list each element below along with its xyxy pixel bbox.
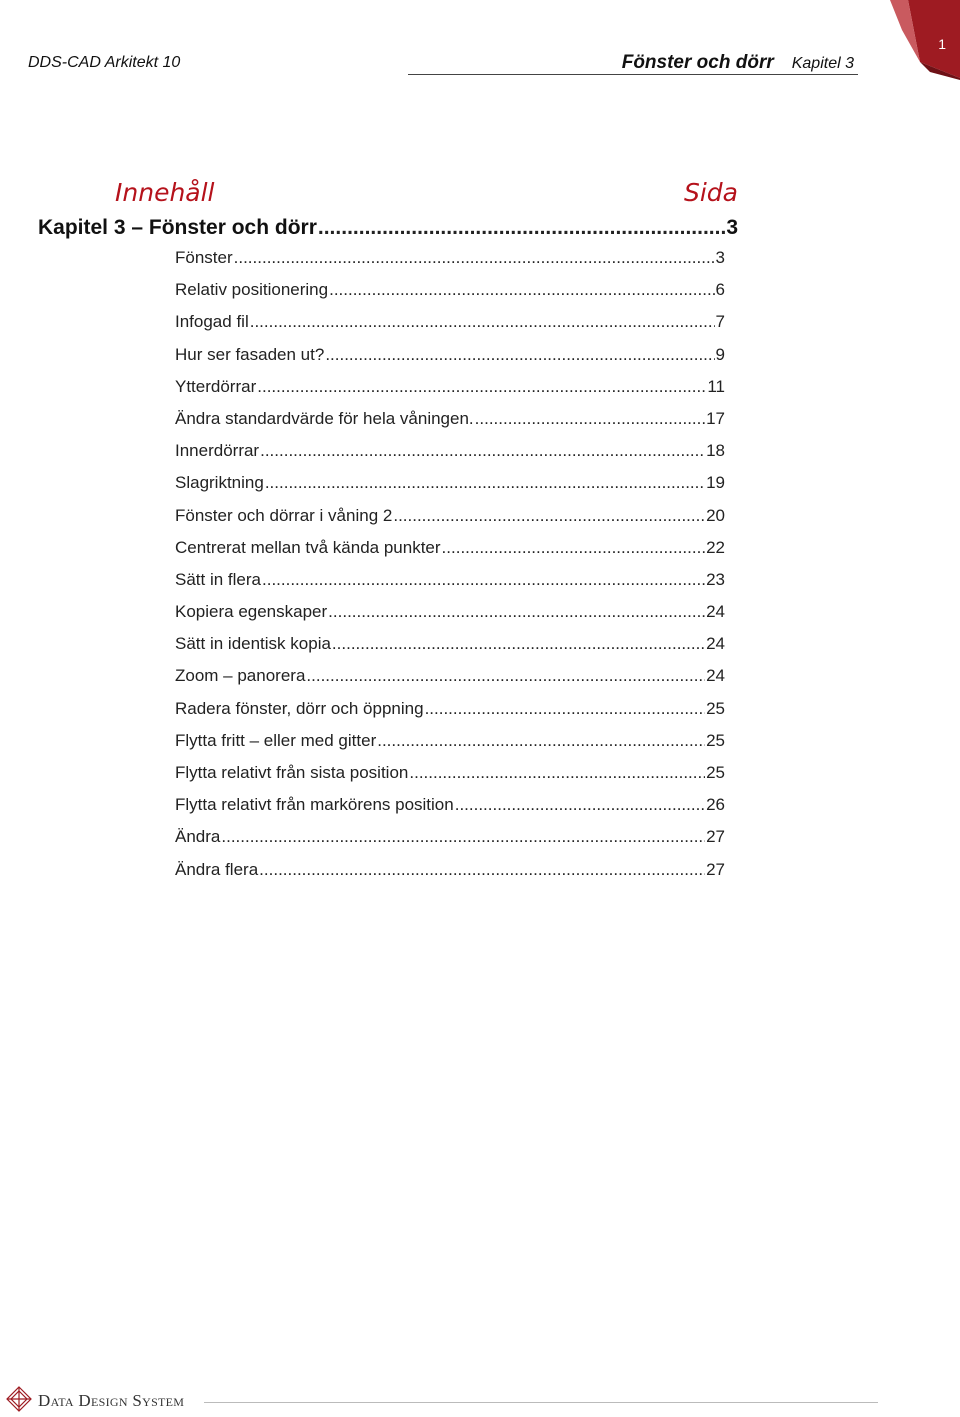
header-rule	[408, 74, 858, 75]
toc-entry-page: 19	[706, 473, 725, 493]
toc-leader-dots	[257, 377, 706, 397]
company-logo-icon	[6, 1386, 32, 1412]
toc-entry-page: 24	[706, 666, 725, 686]
toc-entry-title: Flytta relativt från markörens position	[175, 795, 454, 815]
page-footer	[0, 1380, 960, 1417]
toc-leader-dots	[329, 280, 714, 300]
toc-entry[interactable]	[175, 795, 725, 827]
toc-entry[interactable]	[175, 312, 725, 344]
toc-entry[interactable]	[175, 248, 725, 280]
toc-entry[interactable]	[175, 409, 725, 441]
toc-entry-page: 18	[706, 441, 725, 461]
toc-entry-title: Zoom – panorera	[175, 666, 306, 686]
toc-entry-page: 9	[715, 344, 725, 364]
toc-entry[interactable]	[175, 506, 725, 538]
footer-rule	[204, 1402, 878, 1403]
toc-entry-title: Fönster och dörrar i våning 2	[175, 505, 393, 525]
toc-entry-page: 22	[706, 537, 725, 557]
toc-entry-page: 6	[715, 280, 725, 300]
toc-entry-list	[175, 248, 725, 892]
toc-heading: Innehåll	[115, 178, 215, 207]
toc-chapter-entry[interactable]	[38, 216, 738, 248]
toc-entry-page: 24	[706, 602, 725, 622]
header-chapter	[622, 52, 854, 74]
toc-leader-dots	[425, 699, 706, 719]
toc-leader-dots	[442, 538, 706, 558]
toc-entry[interactable]	[175, 731, 725, 763]
toc-entry-title: Kopiera egenskaper	[175, 602, 328, 622]
toc-entry-page: 25	[706, 698, 725, 718]
toc-entry-page: 11	[707, 376, 725, 396]
toc-entry[interactable]	[175, 666, 725, 698]
toc-entry-page: 25	[706, 730, 725, 750]
toc-entry[interactable]	[175, 860, 725, 892]
toc-entry[interactable]	[175, 602, 725, 634]
toc-entry-title: Infogad fil	[175, 312, 249, 332]
toc-entry-title: Slagriktning	[175, 473, 264, 493]
toc-leader-dots	[328, 602, 705, 622]
toc-entry-title: Relativ positionering	[175, 280, 329, 300]
toc-leader-dots	[265, 473, 705, 493]
toc-entry-page: 20	[706, 505, 725, 525]
toc-chapter-page: 3	[726, 216, 738, 239]
toc-leader-dots	[259, 860, 705, 880]
toc-entry-title: Centrerat mellan två kända punkter	[175, 537, 441, 557]
toc-entry-title: Radera fönster, dörr och öppning	[175, 698, 424, 718]
toc-entry[interactable]	[175, 634, 725, 666]
footer-company-name: Data Design System	[38, 1391, 185, 1410]
toc-entry-page: 7	[715, 312, 725, 332]
toc-entry-title: Sätt in identisk kopia	[175, 634, 331, 654]
toc-entry[interactable]	[175, 538, 725, 570]
toc-leader-dots	[332, 634, 705, 654]
toc-page-heading: Sida	[683, 178, 738, 207]
table-of-contents	[38, 178, 738, 892]
toc-leader-dots	[221, 827, 705, 847]
toc-entry[interactable]	[175, 280, 725, 312]
toc-entry-page: 27	[706, 859, 725, 879]
toc-entry-page: 27	[706, 827, 725, 847]
toc-entry[interactable]	[175, 827, 725, 859]
toc-entry-title: Ändra	[175, 827, 221, 847]
toc-entry[interactable]	[175, 377, 725, 409]
toc-leader-dots	[393, 506, 705, 526]
toc-leader-dots	[234, 248, 715, 268]
toc-leader-dots	[262, 570, 705, 590]
toc-entry-title: Sätt in flera	[175, 569, 261, 589]
toc-entry-page: 26	[706, 795, 725, 815]
header-chapter-number: Kapitel 3	[791, 55, 854, 72]
toc-leader-dots	[377, 731, 705, 751]
toc-entry[interactable]	[175, 473, 725, 505]
toc-leader-dots	[455, 795, 705, 815]
toc-entry-page: 3	[715, 248, 725, 267]
toc-entry-title: Fönster	[175, 248, 233, 267]
toc-leader-dots	[318, 216, 725, 240]
page-header	[28, 50, 858, 80]
corner-ribbon	[890, 0, 960, 80]
toc-headings	[38, 178, 738, 216]
toc-entry-title: Ytterdörrar	[175, 376, 257, 396]
toc-entry-page: 25	[706, 763, 725, 782]
header-chapter-title: Fönster och dörr	[621, 52, 774, 73]
page-number: 1	[938, 36, 946, 52]
toc-leader-dots	[409, 763, 705, 783]
toc-entry-title: Innerdörrar	[175, 441, 260, 461]
toc-leader-dots	[250, 312, 715, 332]
toc-entry-title: Hur ser fasaden ut?	[175, 344, 325, 364]
toc-leader-dots	[325, 345, 714, 365]
toc-entry-page: 17	[706, 408, 725, 428]
toc-entry-title: Ändra flera	[175, 859, 259, 879]
toc-entry-title: Flytta relativt från sista position	[175, 763, 409, 782]
toc-leader-dots	[306, 666, 705, 686]
toc-chapter-title: Kapitel 3 – Fönster och dörr	[38, 216, 317, 239]
toc-entry-title: Flytta fritt – eller med gitter	[175, 730, 377, 750]
header-product-name: DDS-CAD Arkitekt 10	[28, 54, 181, 71]
toc-entry-page: 23	[706, 569, 725, 589]
toc-entry-page: 24	[706, 634, 725, 654]
toc-entry[interactable]	[175, 345, 725, 377]
toc-entry[interactable]	[175, 763, 725, 795]
toc-entry[interactable]	[175, 699, 725, 731]
toc-entry-title: Ändra standardvärde för hela våningen.	[175, 408, 474, 428]
toc-entry[interactable]	[175, 441, 725, 473]
toc-leader-dots	[260, 441, 705, 461]
toc-entry[interactable]	[175, 570, 725, 602]
toc-leader-dots	[475, 409, 705, 429]
